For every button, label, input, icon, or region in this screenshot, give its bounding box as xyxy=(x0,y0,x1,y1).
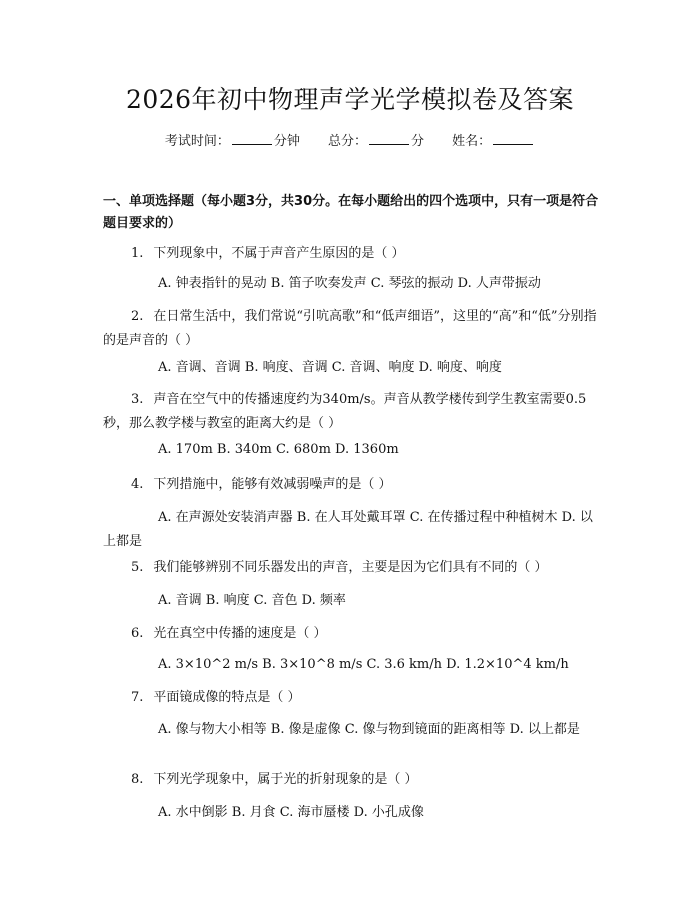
question-7 xyxy=(103,686,603,710)
question-text: 我们能够辨别不同乐器发出的声音，主要是因为它们具有不同的（ ） xyxy=(153,560,548,575)
score-unit: 分 xyxy=(411,134,425,149)
score-label: 总分： xyxy=(327,134,367,149)
question-number: 6. xyxy=(131,626,144,641)
question-number: 8. xyxy=(131,772,144,787)
question-6 xyxy=(103,622,603,646)
name-label: 姓名： xyxy=(452,134,492,149)
time-unit: 分钟 xyxy=(273,134,300,149)
section-heading: 一、单项选择题（每小题3分，共30分。在每小题给出的四个选项中，只有一项是符合题目要求的） xyxy=(103,194,599,231)
question-1-options: A. 钟表指针的晃动 B. 笛子吹奏发声 C. 琴弦的振动 D. 人声带振动 xyxy=(158,276,541,291)
exam-score xyxy=(328,131,424,152)
time-label: 考试时间： xyxy=(164,134,230,149)
time-blank xyxy=(232,131,272,145)
question-number: 7. xyxy=(131,690,144,705)
question-text: 在日常生活中，我们常说“引吭高歌”和“低声细语”，这里的“高”和“低”分别指的是声音的（ ） xyxy=(103,309,597,348)
score-blank xyxy=(369,131,409,145)
question-7-options: A. 像与物大小相等 B. 像是虚像 C. 像与物到镜面的距离相等 D. 以上都是 xyxy=(158,722,580,737)
page-title: 2026年初中物理声学光学模拟卷及答案 xyxy=(125,85,575,114)
question-5 xyxy=(103,556,603,580)
question-3 xyxy=(103,388,603,436)
question-4-options: A. 在声源处安装消声器 B. 在人耳处戴耳罩 C. 在传播过程中种植树木 D. 以上都是 xyxy=(103,510,593,549)
question-number: 3. xyxy=(131,392,144,407)
question-2 xyxy=(103,305,603,353)
name-blank xyxy=(493,131,533,145)
question-number: 4. xyxy=(131,477,144,492)
question-4 xyxy=(103,473,603,497)
question-number: 1. xyxy=(131,246,144,261)
exam-name xyxy=(452,131,535,152)
question-text: 下列现象中，不属于声音产生原因的是（ ） xyxy=(153,246,405,261)
question-text: 下列措施中，能够有效减弱噪声的是（ ） xyxy=(153,477,392,492)
exam-time xyxy=(165,131,300,152)
question-6-options: A. 3×10^2 m/s B. 3×10^8 m/s C. 3.6 km/h D. 1.2×10^4 km/h xyxy=(158,657,569,672)
question-text: 声音在空气中的传播速度约为340m/s。声音从教学楼传到学生教室需要0.5秒，那么教学楼与教室的距离大约是（ ） xyxy=(103,392,587,431)
exam-meta xyxy=(0,131,700,152)
question-8-options: A. 水中倒影 B. 月食 C. 海市蜃楼 D. 小孔成像 xyxy=(158,805,424,820)
question-1 xyxy=(103,242,603,266)
question-5-options: A. 音调 B. 响度 C. 音色 D. 频率 xyxy=(158,593,346,608)
question-text: 光在真空中传播的速度是（ ） xyxy=(153,626,327,641)
question-3-options: A. 170m B. 340m C. 680m D. 1360m xyxy=(158,442,399,457)
question-number: 2. xyxy=(131,309,144,324)
question-text: 下列光学现象中，属于光的折射现象的是（ ） xyxy=(153,772,418,787)
question-number: 5. xyxy=(131,560,144,575)
question-text: 平面镜成像的特点是（ ） xyxy=(153,690,301,705)
question-2-options: A. 音调、音调 B. 响度、音调 C. 音调、响度 D. 响度、响度 xyxy=(158,360,502,375)
question-8 xyxy=(103,768,603,792)
